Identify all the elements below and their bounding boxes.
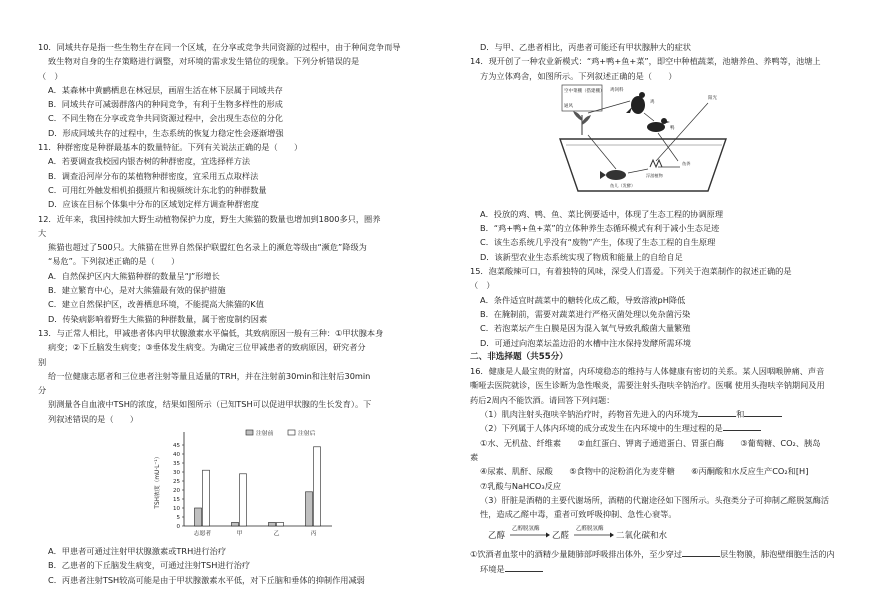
y-tick-label: 35 [173, 461, 180, 468]
question-14 [470, 54, 850, 83]
pathway-enzyme-1: 乙醇脱氢酶 [512, 526, 540, 533]
bar [195, 508, 202, 526]
q13-option-c: C．丙患者注射TSH较高可能是由于甲状腺激素水平低，对下丘脑和垂体的抑制作用减弱 [48, 574, 365, 585]
q12-line: “易危”。下列叙述正确的是（ ） [48, 256, 180, 267]
bar [314, 447, 321, 526]
q11-option-c: C．可用红外触发相机拍摄照片和视频统计东北豹的种群数量 [48, 184, 267, 195]
left-column [38, 40, 438, 587]
question-11 [38, 140, 438, 211]
question-16-part3-a [470, 547, 850, 576]
q14-line: 14．现开创了一种农业新模式：“鸡+鸭+鱼+菜”，即空中种植蔬菜，池塘养鱼、养鸭等，池塘上 [470, 56, 821, 67]
legend-swatch [288, 430, 295, 435]
q12-option-a: A．自然保护区内大熊猫种群的数量呈“J”形增长 [48, 270, 220, 281]
q10-line: （ ） [38, 70, 63, 81]
q12-line: 大 [38, 227, 47, 238]
q14-line: 方为立体鸡舍，如图所示。下列叙述正确的是（ ） [480, 70, 677, 81]
q13-line: 13．与正常人相比，甲减患者体内甲状腺激素水平偏低，其致病原因一般有三种：①甲状腺本身 [38, 327, 384, 338]
q14-option-a: A．投放的鸡、鸭、鱼、菜比例要适中，体现了生态工程的协调原理 [480, 208, 724, 219]
q13-option-b: B．乙患者的下丘脑发生病变，可通过注射TSH进行治疗 [48, 560, 251, 571]
q10-option-c: C．不同生物在分享或竞争共同资源过程中，会出现生态位的分化 [48, 113, 283, 124]
q10-option-d: D．形成同域共存的过程中，生态系统的恢复力稳定性会逐渐增强 [48, 127, 284, 138]
category-label: 甲 [236, 531, 243, 538]
bar [232, 522, 239, 526]
q16-item-line: 素 [470, 451, 479, 462]
q16-3a-text: ①饮酒者血浆中的酒精少量随肺部呼吸排出体外，至少穿过 [470, 549, 683, 560]
q16-part1-and: 和 [736, 409, 745, 420]
farm-diagram [470, 83, 850, 207]
fish-manure-label: 鱼粪 [682, 160, 691, 166]
answer-blank[interactable] [505, 562, 543, 572]
question-15 [470, 264, 850, 350]
q16-3a-line [470, 562, 850, 576]
question-10 [38, 40, 438, 140]
q11-option-d: D．应该在目标个体集中分布的区域划定样方调查种群密度 [48, 199, 259, 210]
q16-part2 [470, 421, 850, 435]
bar [240, 474, 247, 526]
bar [269, 522, 276, 526]
bar [277, 522, 284, 526]
q16-3a-line [470, 547, 850, 561]
q12-option-c: C．建立自然保护区，改善栖息环境，不能提高大熊猫的K值 [48, 299, 264, 310]
question-16 [470, 364, 850, 521]
q16-line: 嘶哑去医院就诊，医生诊断为急性喉炎，需要注射头孢呋辛钠治疗。医嘱 使用头孢呋辛钠期间及用 [470, 380, 825, 391]
pathway-enzyme-2: 乙醛脱氢酶 [576, 526, 604, 533]
q13-line: 别测量各自血液中TSH的浓度，结果如图所示（已知TSH可以促进甲状腺的生长发育）。下 [48, 399, 372, 410]
plant-icon [573, 111, 591, 135]
y-tick-label: 15 [173, 497, 180, 504]
y-tick-label: 5 [176, 515, 180, 522]
duck-label: 鸭 [670, 125, 675, 131]
q15-option-c: C．若泡菜坛产生白膜是因为混入氧气导致乳酸菌大量繁殖 [480, 323, 691, 334]
q11-option-b: B．调查沿河岸分布的某植物种群密度，宜采用五点取样法 [48, 170, 259, 181]
y-tick-label: 40 [173, 452, 180, 459]
farm-diagram-svg [558, 83, 728, 203]
legend-label: 注射前 [256, 431, 274, 438]
answer-blank[interactable] [682, 547, 720, 557]
q16-item-line: ⑦乳酸与NaHCO₃反应 [480, 480, 562, 491]
q11-stem: 11．种群密度是种群最基本的数量特征。下列有关说法正确的是（ ） [38, 142, 303, 153]
q13-option-d: D．与甲、乙患者相比，丙患者可能还有甲状腺肿大的症状 [480, 42, 691, 52]
plankton-icon [650, 160, 662, 167]
q15-option-a: A．条件适宜时蔬菜中的糖转化成乙酸，导致溶液pH降低 [480, 294, 686, 305]
q15-paren: （ ） [470, 280, 495, 291]
q10-option-b: B．同域共存可减弱群落内的种间竞争，有利于生物多样性的形成 [48, 99, 283, 110]
plankton-label: 浮游植物 [646, 172, 663, 178]
q16-item-line: ④尿素、肌酐、尿酸 ⑤食物中的淀粉消化为麦芽糖 ⑥丙酮酸和水反应生产CO₂和[H] [480, 466, 809, 477]
right-column [470, 40, 850, 576]
answer-blank[interactable] [698, 407, 736, 417]
q10-option-a: A．某森林中黄鹂栖息在林冠层，画眉生活在林下层属于同域共存 [48, 84, 283, 95]
q14-option-d: D．该新型农业生态系统实现了物质和能量上的自给自足 [480, 251, 683, 262]
y-tick-label: 0 [176, 524, 180, 531]
pathway-co2-water: 二氧化碳和水 [616, 531, 668, 542]
vent-label: 通风 [564, 103, 573, 109]
bar [306, 492, 313, 526]
q16-part1 [470, 407, 850, 421]
q16-3a-text3: 环境是 [480, 563, 505, 574]
q15-stem: 15．泡菜酸辣可口，有着独特的风味，深受人们喜爱。下列关于泡菜制作的叙述正确的是 [470, 266, 792, 277]
category-label: 乙 [273, 531, 280, 538]
tsh-bar-chart [38, 426, 438, 544]
q14-option-b: B．“鸡+鸭+鱼+菜”的立体种养生态循环模式有利于减小生态足迹 [480, 223, 720, 234]
answer-blank[interactable] [723, 421, 761, 431]
q16-part3: 性，造成乙醛中毒，重者可致呼吸抑制、急性心衰等。 [480, 509, 677, 520]
q13-line: 列叙述错误的是（ ） [48, 413, 139, 424]
alcohol-pathway [470, 521, 850, 547]
q13-line: 别 [38, 356, 47, 367]
pond-outline [560, 139, 726, 191]
q13-line: 病变；②下丘脑发生病变；③垂体发生病变。为确定三位甲减患者的致病原因，研究者分 [48, 342, 366, 353]
legend-swatch [246, 430, 253, 435]
sun-label: 阳光 [708, 95, 717, 101]
pathway-acetaldehyde: 乙醛 [552, 531, 570, 542]
fish-icon [600, 170, 626, 180]
bar [203, 470, 210, 526]
q16-line: 药后2周内不能饮酒。请回答下列问题： [470, 394, 615, 405]
chicken-icon [626, 92, 645, 114]
q11-option-a: A．若要调查我校园内银杏树的种群密度，宜选择样方法 [48, 156, 251, 167]
category-label: 志愿者 [193, 531, 212, 538]
q10-line: 致生物对自身的生存策略进行调整，对环境的需求发生错位的现象。下列分析错误的是 [48, 56, 360, 67]
q12-line: 熊猫也超过了500只。大熊猫在世界自然保护联盟红色名录上的濒危等级由“濒危”降级为 [48, 242, 367, 253]
y-tick-label: 20 [173, 488, 180, 495]
arrow-head-icon [610, 533, 614, 538]
y-tick-label: 30 [173, 470, 180, 477]
pathway-svg [470, 521, 800, 547]
y-tick-label: 25 [173, 479, 180, 486]
q13-option-a: A．甲患者可通过注射甲状腺激素或TRH进行治疗 [48, 546, 227, 557]
question-14-options [470, 207, 850, 264]
q13-line: 给一位健康志愿者和三位患者注射等量且适量的TRH，并在注射前30min和注射后30min [48, 370, 371, 381]
q16-part2-text: （2）下列属于人体内环境的成分或发生在内环境中的生理过程的是 [480, 423, 723, 434]
section-heading: 二、非选择题（共55分） [470, 351, 568, 362]
question-13-options [38, 544, 438, 587]
q15-option-d: D．可通过向泡菜坛盖边沿的水槽中注水保持发酵所需环境 [480, 337, 691, 348]
fermented-fish-label: 鱼儿（发酵） [610, 182, 636, 188]
feed-label: 鸡饲料 [610, 87, 624, 93]
shed-label: 空中菜棚（搭建棚） [564, 88, 605, 94]
y-tick-label: 10 [173, 506, 180, 513]
question-12 [38, 212, 438, 326]
arrow-head-icon [546, 533, 550, 538]
q16-line: 16．健康是人最宝贵的财富，内环境稳态的维持与人体健康有密切的关系。某人因咽喉肿痛、声音 [470, 366, 825, 377]
q13-line: 分 [38, 385, 47, 396]
y-tick-label: 45 [173, 443, 180, 450]
q10-line: 10．同域共存是指一些生物生存在同一个区域，在分享或竞争共同资源的过程中，由于种间竞争而导 [38, 42, 401, 52]
question-13 [38, 326, 438, 426]
q16-item-line: ①水、无机盐、纤维素 ②血红蛋白、钾离子通道蛋白、胃蛋白酶 ③葡萄糖、CO₂、胰岛 [480, 437, 821, 448]
q16-part3: （3）肝脏是酒精的主要代谢场所，酒精的代谢途径如下图所示。头孢类分子可抑制乙醛脱氢酶活 [480, 494, 830, 505]
q12-option-d: D．传染病影响着野生大熊猫的种群数量，属于密度制约因素 [48, 313, 268, 324]
q15-option-b: B．在腌制前，需要对蔬菜进行严格灭菌处理以免杂菌污染 [480, 308, 691, 319]
y-axis-label: TSH浓度（mU·L⁻¹） [155, 453, 161, 509]
q16-part1-text: （1）肌肉注射头孢呋辛钠治疗时，药物首先进入的内环境为 [480, 409, 699, 420]
q12-option-b: B．建立繁育中心，是对大熊猫最有效的保护措施 [48, 285, 226, 296]
q12-line: 12．近年来，我国持续加大野生动植物保护力度，野生大熊猫的数量也增加到1800多只，圈养 [38, 213, 381, 224]
q16-3a-text2: 层生物膜，肺泡壁细胞生活的内 [720, 549, 835, 560]
q14-option-c: C．该生态系统几乎没有“废物”产生，体现了生态工程的自生原理 [480, 237, 716, 248]
answer-blank[interactable] [744, 407, 782, 417]
tsh-chart-svg [150, 426, 340, 542]
legend-label: 注射后 [298, 431, 316, 438]
chicken-label: 鸡 [650, 99, 655, 105]
duck-icon [647, 118, 670, 132]
pathway-ethanol: 乙醇 [488, 531, 506, 542]
category-label: 丙 [310, 531, 317, 538]
